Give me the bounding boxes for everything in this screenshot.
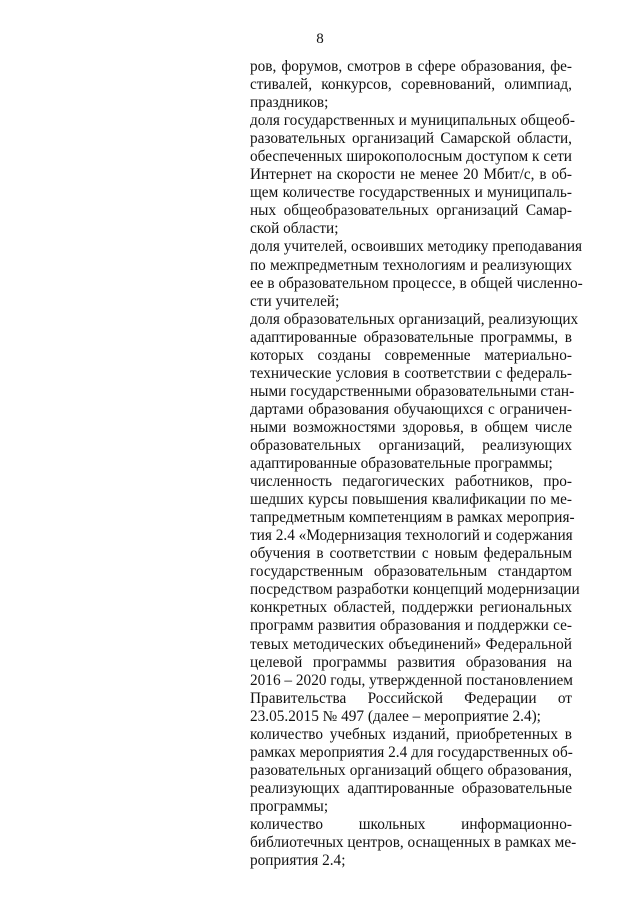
text-line: тапредметным компетенциям в рамках мероприя-	[250, 509, 575, 527]
text-line: доля государственных и муниципальных общеоб-	[250, 112, 575, 130]
text-line: рамках мероприятия 2.4 для государственных об-	[250, 743, 573, 761]
text-line: разовательных организаций общего образования,	[250, 761, 572, 779]
text-line: праздников;	[250, 94, 329, 112]
text-line: государственным образовательным стандартом	[250, 563, 572, 581]
text-line: посредством разработки концепций модернизации	[250, 581, 580, 599]
text-line: роприятия 2.4;	[250, 852, 346, 870]
text-line: программы;	[250, 797, 329, 815]
text-line: Интернет на скорости не менее 20 Мбит/с, в об-	[250, 166, 572, 184]
text-line: доля учителей, освоивших методику преподавания	[250, 238, 583, 256]
text-line: тевых методических объединений» Федеральной	[250, 635, 572, 653]
text-line: разовательных организаций Самарской области,	[250, 130, 572, 148]
text-line: щем количестве государственных и муниципаль-	[250, 184, 572, 202]
text-line: адаптированные образовательные программы, в	[250, 328, 572, 346]
document-text-column	[250, 58, 583, 870]
text-line: ской области;	[250, 220, 339, 238]
text-line: адаптированные образовательные программы;	[250, 455, 553, 473]
text-line: количество школьных информационно-	[250, 815, 572, 833]
text-line: доля образовательных организаций, реализующих	[250, 310, 579, 328]
text-line: численность педагогических работников, про-	[250, 473, 572, 491]
text-line: тия 2.4 «Модернизация технологий и содержания	[250, 527, 573, 545]
text-line: стивалей, конкурсов, соревнований, олимпиад,	[250, 76, 572, 94]
text-line: образовательных организаций, реализующих	[250, 436, 572, 454]
text-line: ных общеобразовательных организаций Самар-	[250, 202, 572, 220]
text-line: по межпредметным технологиям и реализующих	[250, 256, 572, 274]
text-line: ными государственными образовательными стан-	[250, 382, 575, 400]
page-number: 8	[316, 31, 324, 47]
text-line: конкретных областей, поддержки региональных	[250, 599, 572, 617]
text-line: реализующих адаптированные образовательные	[250, 779, 572, 797]
text-line: которых созданы современные материально-	[250, 346, 572, 364]
text-line: ров, форумов, смотров в сфере образования, фе-	[250, 58, 572, 75]
text-line: библиотечных центров, оснащенных в рамках ме-	[250, 834, 577, 852]
text-line: обучения в соответствии с новым федеральным	[250, 545, 572, 563]
text-line: Правительства Российской Федерации от	[250, 689, 572, 707]
text-line: обеспеченных широкополосным доступом к сети	[250, 148, 572, 166]
text-line: шедших курсы повышения квалификации по ме-	[250, 491, 572, 509]
text-line: дартами образования обучающихся с ограничен-	[250, 400, 572, 418]
text-line: 23.05.2015 № 497 (далее – мероприятие 2.4);	[250, 707, 541, 725]
text-line: количество учебных изданий, приобретенных в	[250, 725, 572, 743]
text-line: ее в образовательном процессе, в общей численно-	[250, 274, 583, 292]
text-line: технические условия в соответствии с федераль-	[250, 364, 572, 382]
text-line: 2016 – 2020 годы, утвержденной постановлением	[250, 671, 573, 689]
text-line: сти учителей;	[250, 292, 340, 310]
text-line: ными возможностями здоровья, в общем числе	[250, 418, 572, 436]
text-line: программ развития образования и поддержки се-	[250, 617, 572, 635]
text-line: целевой программы развития образования на	[250, 653, 572, 671]
